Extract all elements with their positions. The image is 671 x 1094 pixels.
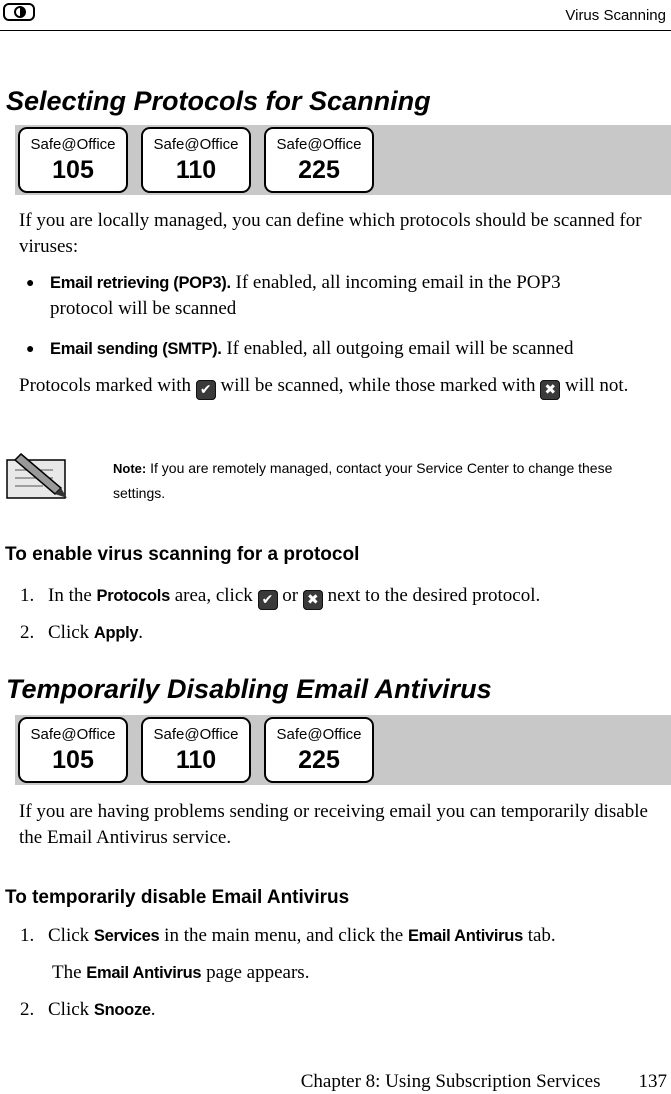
product-badge: Safe@Office 110 (141, 127, 251, 193)
step-number: 2. (20, 999, 35, 1020)
note-pencil-icon (3, 450, 71, 502)
bullet-icon: ● (26, 276, 35, 291)
step-number: 1. (20, 585, 35, 606)
product-badge: Safe@Office 110 (141, 717, 251, 783)
intro-paragraph: If you are locally managed, you can define which protocols should be scanned for viruses: (19, 210, 642, 257)
header-title: Virus Scanning (565, 7, 666, 24)
page-number: 137 (638, 1071, 667, 1092)
disable-intro-paragraph: If you are having problems sending or receiving email you can temporarily disable the Email Antivirus service. (19, 801, 648, 848)
step-number: 1. (20, 925, 35, 946)
checked-checkbox-icon: ✔ (258, 590, 278, 610)
step-disable-1: Click Services in the main menu, and click the Email Antivirus tab. (48, 925, 556, 946)
section-title-disabling: Temporarily Disabling Email Antivirus (6, 674, 492, 704)
step-enable-1: In the Protocols area, click ✔ or ✖ next to the desired protocol. (48, 585, 541, 608)
step-disable-1-result: The Email Antivirus page appears. (52, 962, 310, 983)
bullet-icon: ● (26, 342, 35, 357)
bullet-smtp: Email sending (SMTP). If enabled, all outgoing email will be scanned (50, 338, 574, 359)
unchecked-x-icon: ✖ (540, 380, 560, 400)
procedure-title-disable: To temporarily disable Email Antivirus (5, 887, 350, 908)
product-badges (15, 715, 671, 785)
procedure-title-enable: To enable virus scanning for a protocol (5, 544, 360, 565)
footer-chapter: Chapter 8: Using Subscription Services (300, 1071, 601, 1092)
step-disable-2: Click Snooze. (48, 999, 156, 1020)
step-enable-2: Click Apply. (48, 622, 144, 643)
product-badge: Safe@Office 105 (18, 717, 128, 783)
product-badges (15, 125, 671, 195)
unchecked-x-icon: ✖ (303, 590, 323, 610)
section-title-protocols: Selecting Protocols for Scanning (6, 86, 431, 116)
checked-checkbox-icon: ✔ (196, 380, 216, 400)
product-badge: Safe@Office 105 (18, 127, 128, 193)
page-header (0, 0, 671, 31)
product-badge: Safe@Office 225 (264, 717, 374, 783)
bullet-pop3-continued: protocol will be scanned (50, 298, 237, 319)
bullet-pop3: Email retrieving (POP3). If enabled, all incoming email in the POP3 (50, 272, 561, 293)
marked-paragraph: Protocols marked with ✔ will be scanned, while those marked with ✖ will not. (19, 375, 629, 398)
step-number: 2. (20, 622, 35, 643)
note-text: Note: If you are remotely managed, contact your Service Center to change these settings. (113, 460, 613, 501)
page-footer (301, 1071, 667, 1093)
product-badge: Safe@Office 225 (264, 127, 374, 193)
safe-logo-icon (3, 3, 35, 21)
